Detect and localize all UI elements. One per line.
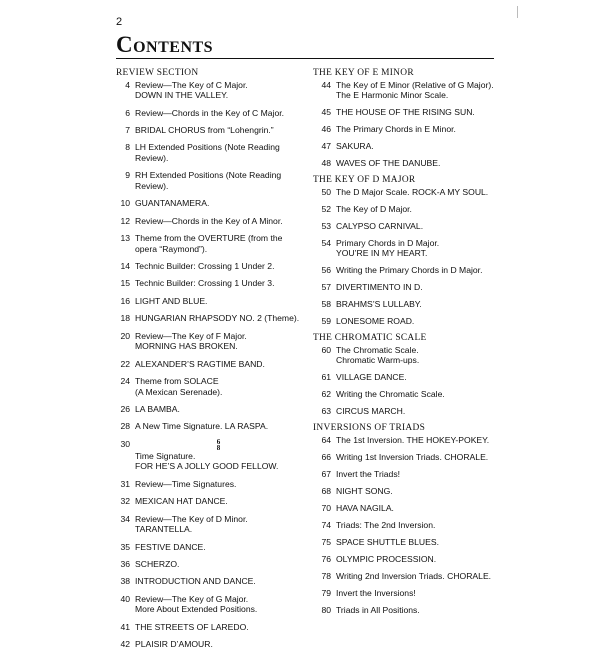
- toc-entry-line: Invert the Triads!: [336, 468, 401, 479]
- toc-entry-line: BRAHMS’S LULLABY.: [336, 299, 422, 310]
- toc-entry: [313, 107, 496, 118]
- toc-entry: [313, 452, 496, 463]
- toc-entry-text: [135, 261, 304, 272]
- toc-page-number: 45: [321, 107, 331, 118]
- toc-entry-text: [336, 316, 496, 327]
- toc-page-number: 54: [321, 237, 331, 248]
- section-heading: THE KEY OF E MINOR: [313, 68, 414, 78]
- toc-entry-text: [336, 554, 496, 565]
- toc-entry-text: [135, 313, 304, 324]
- toc-entry: [116, 559, 304, 570]
- toc-entry-text: [336, 282, 496, 293]
- toc-entry: [116, 198, 304, 209]
- toc-entry-text: [135, 170, 304, 191]
- toc-page-number: 35: [120, 541, 130, 552]
- toc-entry: [313, 537, 496, 548]
- toc-entry-line: NIGHT SONG.: [336, 485, 393, 496]
- toc-entry-text: [135, 331, 304, 352]
- toc-entry-text: [336, 588, 496, 599]
- toc-page-number: 22: [120, 358, 130, 369]
- toc-page-number: 64: [321, 434, 331, 445]
- toc-page-number: 7: [125, 124, 130, 135]
- toc-entry-line: More About Extended Positions.: [135, 604, 258, 615]
- toc-entry-line: Invert the Inversions!: [336, 587, 416, 598]
- toc-page-number: 78: [321, 570, 331, 581]
- toc-entry-text: [336, 221, 496, 232]
- toc-entry: [313, 605, 496, 616]
- toc-entry-line: The Key of E Minor (Relative of G Major).: [336, 79, 494, 90]
- toc-entry: [313, 282, 496, 293]
- toc-entry: [116, 80, 304, 101]
- toc-entry-text: [336, 452, 496, 463]
- toc-page-number: 79: [321, 587, 331, 598]
- toc-entry: [116, 439, 304, 472]
- toc-entry: [116, 576, 304, 587]
- toc-entry-line: Writing 2nd Inversion Triads. CHORALE.: [336, 570, 492, 581]
- toc-entry-text: [336, 520, 496, 531]
- toc-entry-line: CALYPSO CARNIVAL.: [336, 220, 424, 231]
- toc-entry-text: [336, 158, 496, 169]
- toc-entry: [116, 421, 304, 432]
- toc-entry-line: (A Mexican Serenade).: [135, 386, 223, 397]
- toc-entry-line: Theme from the OVERTURE (from the: [135, 233, 283, 244]
- toc-entry-line: SCHERZO.: [135, 558, 180, 569]
- toc-entry: [116, 296, 304, 307]
- toc-column-left: [116, 68, 304, 656]
- toc-entry: [313, 554, 496, 565]
- toc-entry-line: ALEXANDER’S RAGTIME BAND.: [135, 358, 265, 369]
- toc-entry: [313, 141, 496, 152]
- toc-entry-line: Technic Builder: Crossing 1 Under 2.: [135, 261, 275, 272]
- toc-entry-text: [336, 80, 496, 101]
- toc-entry-line: PLAISIR D’AMOUR.: [135, 639, 213, 650]
- toc-page-number: 41: [120, 621, 130, 632]
- toc-page-number: 9: [125, 170, 130, 181]
- toc-page-number: 57: [321, 282, 331, 293]
- toc-entry: [116, 514, 304, 535]
- section-heading: THE CHROMATIC SCALE: [313, 333, 427, 344]
- toc-entry-line: WAVES OF THE DANUBE.: [336, 158, 441, 169]
- toc-page-number: 15: [120, 278, 130, 289]
- toc-page-number: 58: [321, 299, 331, 310]
- time-signature-icon: [135, 439, 302, 451]
- toc-entry-text: [135, 278, 304, 289]
- toc-entry-text: [135, 376, 304, 397]
- toc-entry-line: DOWN IN THE VALLEY.: [135, 90, 229, 101]
- time-signature-digit: 6: [216, 437, 221, 446]
- toc-entry-line: SPACE SHUTTLE BLUES.: [336, 536, 439, 547]
- toc-entry-text: [336, 486, 496, 497]
- toc-page-number: 30: [120, 438, 130, 449]
- toc-page-number: 31: [120, 478, 130, 489]
- toc-entry-line: YOU’RE IN MY HEART.: [336, 248, 428, 259]
- margin-mark: [517, 6, 518, 18]
- time-signature-digit: 8: [216, 443, 221, 452]
- toc-entry: [116, 376, 304, 397]
- toc-page-number: 16: [120, 295, 130, 306]
- toc-entry-line: Review—The Key of F Major.: [135, 330, 247, 341]
- toc-entry-text: [336, 187, 496, 198]
- toc-entry-line: opera “Raymond”).: [135, 243, 208, 254]
- toc-page-number: 70: [321, 502, 331, 513]
- toc-entry-text: [336, 435, 496, 446]
- toc-entry: [313, 435, 496, 446]
- toc-entry: [116, 622, 304, 633]
- toc-entry: [313, 588, 496, 599]
- toc-entry: [313, 406, 496, 417]
- toc-entry-text: [135, 479, 304, 490]
- toc-page-number: 76: [321, 553, 331, 564]
- toc-entry-line: Triads in All Positions.: [336, 604, 420, 615]
- toc-entry: [313, 372, 496, 383]
- toc-entry-line: [135, 439, 304, 462]
- toc-entry-text: [336, 345, 496, 366]
- toc-entry-text: [135, 80, 304, 101]
- toc-entry-text: [135, 421, 304, 432]
- toc-entry-line: Technic Builder: Crossing 1 Under 3.: [135, 278, 275, 289]
- toc-entry: [313, 265, 496, 276]
- title-rule: [116, 58, 494, 59]
- toc-page-number: 80: [321, 604, 331, 615]
- toc-entry-text: [336, 571, 496, 582]
- toc-page-number: 56: [321, 265, 331, 276]
- toc-entry-line: Review—The Key of D Minor.: [135, 513, 248, 524]
- toc-page-number: 61: [321, 372, 331, 383]
- toc-entry-line: The Key of D Major.: [336, 203, 412, 214]
- toc-page-number: 8: [125, 142, 130, 153]
- toc-entry-line: Triads: The 2nd Inversion.: [336, 519, 436, 530]
- toc-entry-text: [336, 406, 496, 417]
- toc-entry-line: BRIDAL CHORUS from “Lohengrin.”: [135, 124, 274, 135]
- toc-entry-line: Writing 1st Inversion Triads. CHORALE.: [336, 451, 489, 462]
- toc-entry-line: Theme from SOLACE: [135, 376, 219, 387]
- toc-page-number: 53: [321, 220, 331, 231]
- toc-entry: [116, 125, 304, 136]
- toc-page-number: 52: [321, 203, 331, 214]
- toc-entry-line: HAVA NAGILA.: [336, 502, 394, 513]
- toc-entry: [116, 278, 304, 289]
- toc-page-number: 67: [321, 468, 331, 479]
- toc-entry-text: [135, 233, 304, 254]
- section-heading: INVERSIONS OF TRIADS: [313, 423, 426, 434]
- toc-entry-line: Review—Chords in the Key of C Major.: [135, 107, 285, 118]
- toc-entry-line: LIGHT AND BLUE.: [135, 295, 208, 306]
- toc-entry-line: MORNING HAS BROKEN.: [135, 341, 238, 352]
- toc-entry-line: Writing the Chromatic Scale.: [336, 389, 445, 400]
- toc-entry-text: [336, 389, 496, 400]
- toc-entry-text: [135, 296, 304, 307]
- toc-entry: [313, 486, 496, 497]
- toc-entry-line: Writing the Primary Chords in D Major.: [336, 265, 483, 276]
- toc-entry: [313, 389, 496, 400]
- toc-page-number: 14: [120, 261, 130, 272]
- toc-entry: [313, 520, 496, 531]
- toc-entry: [313, 345, 496, 366]
- toc-page-number: 20: [120, 330, 130, 341]
- toc-page-number: 60: [321, 344, 331, 355]
- toc-entry: [116, 479, 304, 490]
- toc-entry-line: Primary Chords in D Major.: [336, 237, 440, 248]
- toc-page-number: 4: [125, 79, 130, 90]
- toc-column-right: [313, 68, 496, 622]
- toc-entry-line: Review—The Key of G Major.: [135, 593, 249, 604]
- toc-entry-text: [336, 605, 496, 616]
- toc-page-number: 32: [120, 496, 130, 507]
- toc-entry-line: Review—Chords in the Key of A Minor.: [135, 215, 283, 226]
- toc-entry-text: [135, 542, 304, 553]
- toc-entry: [313, 503, 496, 514]
- toc-entry-line: Chromatic Warm-ups.: [336, 355, 420, 366]
- toc-entry-text: [336, 299, 496, 310]
- toc-entry-text: [135, 404, 304, 415]
- toc-entry: [313, 238, 496, 259]
- toc-entry-line: LH Extended Positions (Note Reading: [135, 142, 280, 153]
- toc-page-number: 66: [321, 451, 331, 462]
- toc-entry: [116, 261, 304, 272]
- toc-entry: [313, 158, 496, 169]
- toc-entry-line: TARANTELLA.: [135, 524, 193, 535]
- toc-entry-text: [135, 594, 304, 615]
- toc-entry: [116, 216, 304, 227]
- toc-page-number: 47: [321, 141, 331, 152]
- toc-entry-text: [336, 107, 496, 118]
- toc-page-number: 38: [120, 576, 130, 587]
- toc-entry-line: THE STREETS OF LAREDO.: [135, 621, 249, 632]
- toc-page-number: 59: [321, 316, 331, 327]
- toc-entry-line: INTRODUCTION AND DANCE.: [135, 576, 256, 587]
- toc-entry-text: [135, 639, 304, 650]
- toc-page-number: 13: [120, 233, 130, 244]
- toc-page-number: 42: [120, 639, 130, 650]
- toc-entry-text: [336, 238, 496, 259]
- toc-entry-line: VILLAGE DANCE.: [336, 372, 407, 383]
- toc-entry-line: MEXICAN HAT DANCE.: [135, 496, 228, 507]
- toc-entry: [116, 639, 304, 650]
- toc-page-number: 34: [120, 513, 130, 524]
- toc-entry-line: The Primary Chords in E Minor.: [336, 124, 456, 135]
- section-heading: THE KEY OF D MAJOR: [313, 175, 416, 186]
- toc-entry-line: FOR HE’S A JOLLY GOOD FELLOW.: [135, 461, 279, 472]
- toc-entry: [116, 142, 304, 163]
- toc-entry-line: Review—Time Signatures.: [135, 478, 237, 489]
- toc-page-number: 24: [120, 376, 130, 387]
- toc-entry: [116, 233, 304, 254]
- toc-entry-line: Review—The Key of C Major.: [135, 79, 248, 90]
- toc-entry: [313, 299, 496, 310]
- section-heading: REVIEW SECTION: [116, 68, 199, 78]
- toc-page-number: 74: [321, 519, 331, 530]
- toc-page-number: 26: [120, 404, 130, 415]
- toc-entry-line: The E Harmonic Minor Scale.: [336, 90, 449, 101]
- toc-entry: [116, 594, 304, 615]
- page-title: Contents: [116, 32, 214, 57]
- toc-entry: [313, 469, 496, 480]
- toc-entry-text: [135, 514, 304, 535]
- toc-entry-line: The Chromatic Scale.: [336, 344, 419, 355]
- toc-entry-text: [135, 108, 304, 119]
- toc-entry-text: [135, 622, 304, 633]
- toc-entry-text: [135, 216, 304, 227]
- toc-entry: [313, 221, 496, 232]
- toc-entry-text: [135, 439, 304, 472]
- toc-entry: [313, 204, 496, 215]
- toc-entry-line: GUANTANAMERA.: [135, 198, 210, 209]
- toc-page-number: 12: [120, 215, 130, 226]
- toc-entry: [313, 571, 496, 582]
- toc-entry-line: FESTIVE DANCE.: [135, 541, 206, 552]
- toc-entry-text: [135, 142, 304, 163]
- toc-entry: [313, 316, 496, 327]
- toc-entry-text: [336, 503, 496, 514]
- toc-entry-line: DIVERTIMENTO IN D.: [336, 282, 423, 293]
- toc-entry-text: [336, 265, 496, 276]
- toc-page-number: 46: [321, 124, 331, 135]
- toc-entry-line: OLYMPIC PROCESSION.: [336, 553, 437, 564]
- toc-page-number: 75: [321, 536, 331, 547]
- toc-page-number: 6: [125, 107, 130, 118]
- toc-entry-line: A New Time Signature. LA RASPA.: [135, 421, 269, 432]
- toc-entry-line: LA BAMBA.: [135, 404, 180, 415]
- toc-page-number: 44: [321, 79, 331, 90]
- toc-entry: [116, 359, 304, 370]
- toc-entry-line: CIRCUS MARCH.: [336, 406, 406, 417]
- toc-entry: [116, 108, 304, 119]
- toc-entry-text: [135, 359, 304, 370]
- toc-entry-text: [135, 559, 304, 570]
- toc-entry: [313, 124, 496, 135]
- toc-entry-text: [336, 537, 496, 548]
- toc-entry-line: THE HOUSE OF THE RISING SUN.: [336, 107, 475, 118]
- toc-entry-text: [336, 372, 496, 383]
- page-number: 2: [116, 16, 123, 28]
- toc-entry-text: [135, 125, 304, 136]
- toc-entry-text: [336, 141, 496, 152]
- toc-entry-line: LONESOME ROAD.: [336, 316, 415, 327]
- toc-page-number: 28: [120, 421, 130, 432]
- toc-entry-line-text: Time Signature.: [135, 450, 196, 461]
- toc-page-number: 50: [321, 186, 331, 197]
- toc-entry-line: RH Extended Positions (Note Reading: [135, 170, 282, 181]
- toc-entry: [313, 187, 496, 198]
- toc-entry: [116, 170, 304, 191]
- toc-entry: [116, 496, 304, 507]
- toc-entry-text: [135, 496, 304, 507]
- toc-page-number: 68: [321, 485, 331, 496]
- toc-entry-text: [135, 198, 304, 209]
- toc-entry-text: [336, 469, 496, 480]
- toc-page-number: 62: [321, 389, 331, 400]
- toc-page-number: 63: [321, 406, 331, 417]
- toc-entry-line: The 1st Inversion. THE HOKEY-POKEY.: [336, 434, 490, 445]
- toc-entry: [116, 404, 304, 415]
- toc-entry-line: SAKURA.: [336, 141, 374, 152]
- toc-entry-line: Review).: [135, 180, 169, 191]
- toc-entry: [116, 542, 304, 553]
- toc-page-number: 36: [120, 558, 130, 569]
- toc-entry: [116, 313, 304, 324]
- toc-page-number: 48: [321, 158, 331, 169]
- toc-entry-text: [336, 124, 496, 135]
- toc-entry-line: HUNGARIAN RHAPSODY NO. 2 (Theme).: [135, 313, 300, 324]
- toc-entry: [313, 80, 496, 101]
- toc-entry-line: Review).: [135, 152, 169, 163]
- toc-entry-text: [135, 576, 304, 587]
- toc-page-number: 40: [120, 593, 130, 604]
- toc-entry: [116, 331, 304, 352]
- toc-entry-text: [336, 204, 496, 215]
- toc-entry-line: The D Major Scale. ROCK-A MY SOUL.: [336, 186, 489, 197]
- toc-page-number: 10: [120, 198, 130, 209]
- toc-page-number: 18: [120, 313, 130, 324]
